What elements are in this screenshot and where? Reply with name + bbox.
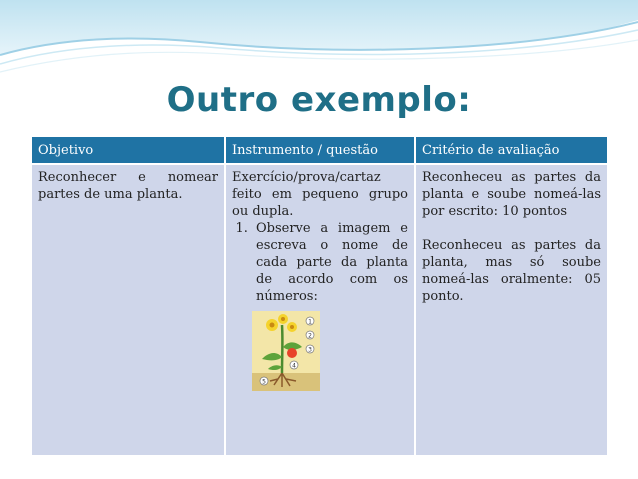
plant-diagram-image [252,311,320,391]
table-row [32,164,607,455]
header-criterio: Critério de avaliação [415,137,607,164]
plant-label-4: 4 [292,362,296,370]
header-objetivo: Objetivo [32,137,225,164]
plant-label-2: 2 [308,332,312,340]
plant-label-1: 1 [308,318,312,326]
header-instrumento: Instrumento / questão [225,137,415,164]
cell-instrument [225,164,415,455]
decorative-top-band [0,0,638,92]
plant-label-5: 5 [262,378,266,386]
table-header-row [32,137,607,164]
plant-label-3: 3 [308,346,312,354]
cell-criteria [415,164,607,455]
criterion-1: Reconheceu as partes da planta e soube nomeá-las por escrito: 10 pontos [422,170,601,219]
instrument-step-1: 1. Observe a imagem e escreva o nome de cada parte da planta de acordo com os números: [252,220,408,305]
cell-objective: Reconhecer e nomear partes de uma planta. [32,164,225,455]
criteria-spacer [422,220,601,237]
instrument-intro: Exercício/prova/cartaz feito em pequeno grupo ou dupla. [232,170,408,219]
instrument-steps [232,220,408,305]
criterion-2: Reconheceu as partes da planta, mas só soube nomeá-las oralmente: 05 ponto. [422,238,601,304]
evaluation-table [32,137,607,455]
slide-title: Outro exemplo: [166,80,472,120]
